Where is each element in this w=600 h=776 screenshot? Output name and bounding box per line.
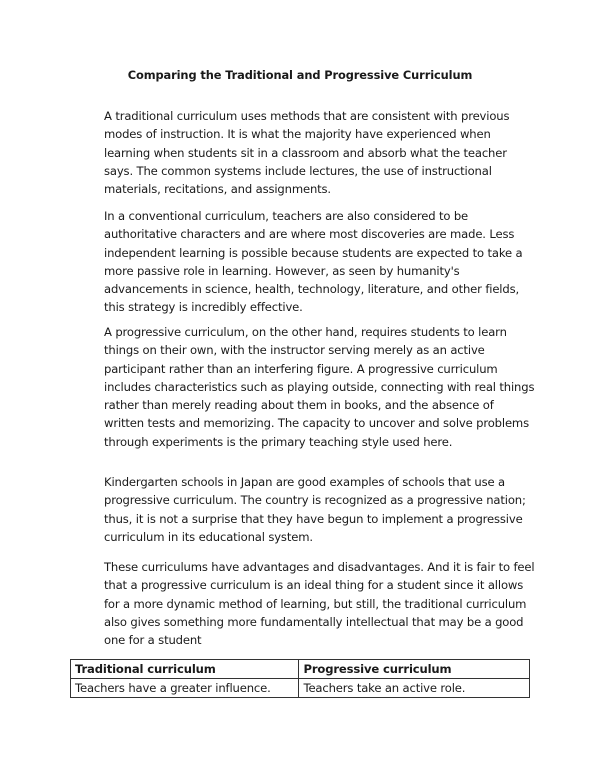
paragraph-conventional: In a conventional curriculum, teachers are also considered to be authoritative characters and are where most discoveries are made. Less independent learning is possible because students are expected to take a more passive role in learning. However, as seen by humanity's advancements in science, health, technology, literature, and other fields, this strategy is incredibly effective. (104, 209, 523, 315)
table-header-progressive: Progressive curriculum (299, 660, 530, 679)
table-cell: Teachers have a greater influence. (71, 679, 299, 698)
document-title: Comparing the Traditional and Progressive Curriculum (127, 68, 473, 82)
paragraph-traditional-intro: A traditional curriculum uses methods that are consistent with previous modes of instruction. It is what the majority have experienced when learning when students sit in a classroom and absorb what the teacher says. The common systems include lectures, the use of instructional materials, recitations, and assignments. (104, 109, 510, 197)
table-header-row (71, 660, 530, 679)
table-cell: Teachers take an active role. (299, 679, 530, 698)
paragraph-progressive: A progressive curriculum, on the other hand, requires students to learn things on their own, with the instructor serving merely as an active participant rather than an interfering figure. A progressive curriculum includes characteristics such as playing outside, connecting with real things rather than merely reading about them in books, and the absence of written tests and memorizing. The capacity to uncover and solve problems through experiments is the primary teaching style used here. (104, 325, 535, 449)
table-row (71, 679, 530, 698)
comparison-table (70, 659, 530, 698)
paragraph-conclusion: These curriculums have advantages and disadvantages. And it is fair to feel that a progressive curriculum is an ideal thing for a student since it allows for a more dynamic method of learning, but still, the traditional curriculum also gives something more fundamentally intellectual that may be a good one for a student (104, 560, 535, 648)
table-header-traditional: Traditional curriculum (71, 660, 299, 679)
paragraph-japan: Kindergarten schools in Japan are good examples of schools that use a progressive curriculum. The country is recognized as a progressive nation; thus, it is not a surprise that they have begun to implement a progressive curriculum in its educational system. (104, 475, 526, 544)
